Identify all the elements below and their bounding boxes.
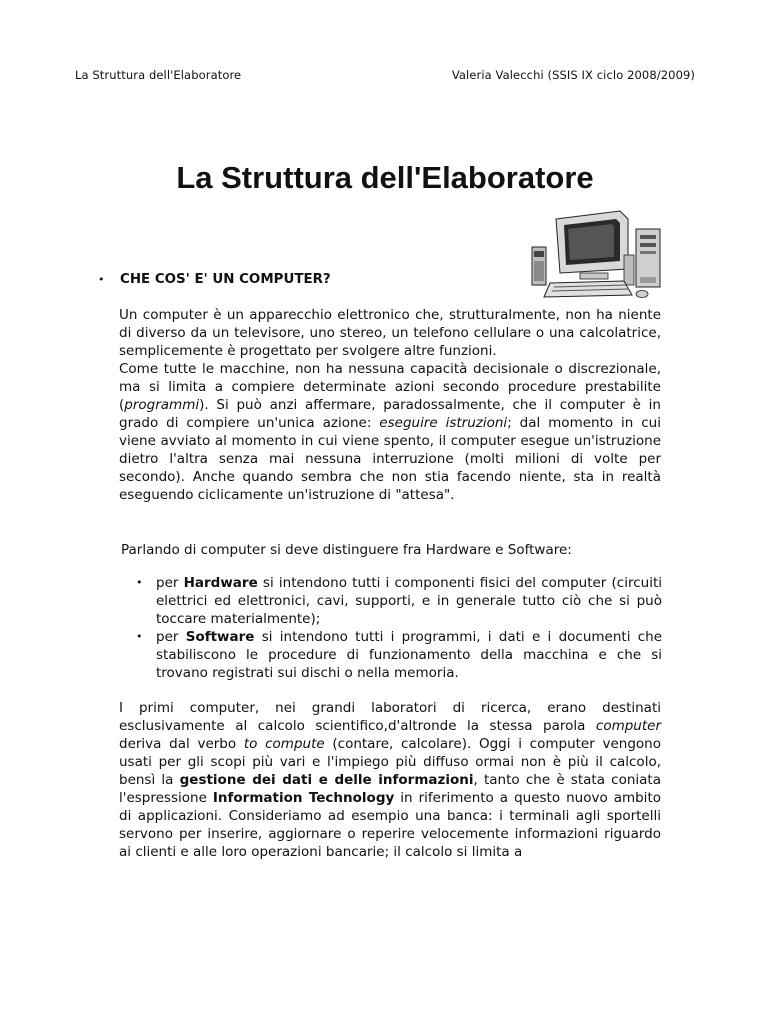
header-document-title: La Struttura dell'Elaboratore bbox=[75, 68, 242, 82]
emphasis-eseguire-istruzioni: eseguire istruzioni bbox=[379, 415, 508, 431]
list-bullet: • bbox=[136, 630, 143, 643]
section-heading bbox=[98, 272, 331, 287]
section-bullet: • bbox=[98, 273, 105, 286]
section-heading-text: CHE COS' E' UN COMPUTER? bbox=[120, 272, 331, 287]
paragraph-machines: Come tutte le macchine, non ha nessuna capacità decisionale o discrezionale, ma si limita a compiere determinate azioni secondo procedure prestabilite (programmi). Si può anzi affermare, paradossalmente, che il computer è in grado di compiere un'unica azione: eseguire istruzioni; dal momento in cui viene avviato al momento in cui viene spento, il computer esegue un'istruzione dietro l'altra senza mai nessuna interruzione (molti milioni di volte per secondo). Anche quando sembra che non stia facendo niente, sta in realtà eseguendo ciclicamente un'istruzione di "attesa". bbox=[119, 361, 661, 503]
desktop-computer-icon bbox=[528, 207, 668, 299]
hw-sw-list bbox=[136, 574, 662, 682]
list-item: • per Hardware si intendono tutti i componenti fisici del computer (circuiti elettrici ed elettronici, cavi, supporti, e in generale tutto ciò che si può toccare materialmente); bbox=[136, 575, 662, 627]
paragraph-hw-sw-intro: Parlando di computer si deve distinguere fra Hardware e Software: bbox=[121, 542, 572, 558]
term-hardware: Hardware bbox=[183, 575, 258, 591]
term-software: Software bbox=[185, 629, 255, 645]
emphasis-information-technology: Information Technology bbox=[212, 790, 395, 806]
paragraph-history: I primi computer, nei grandi laboratori di ricerca, erano destinati esclusivamente al calcolo scientifico,d'altronde la stessa parola computer deriva dal verbo to compute (contare, calcolare). Oggi i computer vengono usati per gli scopi più vari e l'impiego più diffuso ormai non è più il calcolo, bensì la gestione dei dati e delle informazioni, tanto che è stata coniata l'espressione Information Technology in riferimento a questo nuovo ambito di applicazioni. Consideriamo ad esempio una banca: i terminali agli sportelli servono per inserire, aggiornare o reperire velocemente informazioni riguardo ai clienti e alle loro operazioni bancarie; il calcolo si limita a bbox=[119, 700, 661, 860]
document-title: La Struttura dell'Elaboratore bbox=[176, 160, 594, 195]
emphasis-to-compute: to compute bbox=[243, 736, 325, 752]
emphasis-computer: computer bbox=[595, 718, 661, 734]
page-header bbox=[75, 68, 695, 82]
list-item: • per Software si intendono tutti i programmi, i dati e i documenti che stabiliscono le procedure di funzionamento della macchina e che si trovano registrati sui dischi o nella memoria. bbox=[136, 629, 663, 681]
emphasis-gestione-dati: gestione dei dati e delle informazioni bbox=[179, 772, 474, 788]
list-bullet: • bbox=[136, 576, 143, 589]
emphasis-programmi: programmi bbox=[124, 397, 200, 413]
paragraph-definition: Un computer è un apparecchio elettronico che, strutturalmente, non ha niente di diverso da un televisore, uno stereo, un telefono cellulare o una calcolatrice, semplicemente è progettato per svolgere altre funzioni. bbox=[119, 307, 661, 359]
header-author: Valeria Valecchi (SSIS IX ciclo 2008/2009) bbox=[451, 68, 695, 82]
intro-text bbox=[119, 306, 661, 504]
